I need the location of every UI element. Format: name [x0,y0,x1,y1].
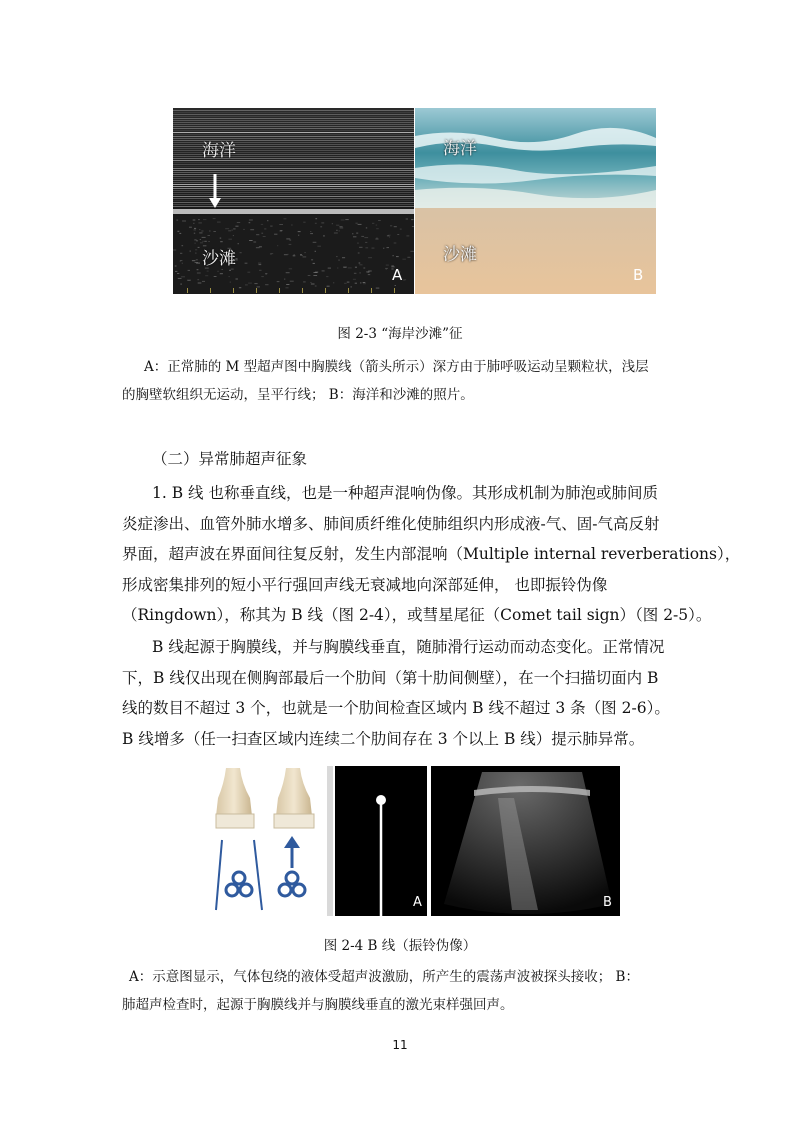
ocean-beach-photo [415,108,656,294]
paragraph-line: 1. B 线 也称垂直线，也是一种超声混响伪像。其形成机制为肺泡或肺间质 [152,484,658,502]
paragraph-line: B 线增多（任一扫查区域内连续二个肋间存在 3 个以上 B 线）提示肺异常。 [122,729,645,748]
panel-letter-b: B [603,895,612,910]
ocean-label-b: 海洋 [443,139,477,159]
figure-2-3-description-line-1: A：正常肺的 M 型超声图中胸膜线（箭头所示）深方由于肺呼吸运动呈颗粒状，浅层 [144,359,649,375]
paragraph-line: 线的数目不超过 3 个，也就是一个肋间检查区域内 B 线不超过 3 条（图 2-6）。 [122,699,670,717]
figure-2-3-caption: 图 2-3 “海岸沙滩”征 [337,326,463,342]
section-heading: （二）异常肺超声征象 [152,450,308,468]
figure-2-4-description-line-1: A：示意图显示，气体包绕的液体受超声波激励，所产生的震荡声波被探头接收； B： [129,969,639,985]
paragraph-line: 下，B 线仅出现在侧胸部最后一个肋间（第十肋间侧壁），在一个扫描切面内 B [122,668,659,687]
figure-2-3 [173,108,656,294]
paragraph-line: 界面，超声波在界面间往复反射，发生内部混响（Multiple internal reverberations）， [122,545,741,563]
figure-2-3-description-line-2: 的胸壁软组织无运动，呈平行线； B：海洋和沙滩的照片。 [122,387,474,403]
page-number: 11 [392,1038,408,1052]
panel-letter-b: B [633,266,644,284]
panel-letter-a: A [392,266,403,284]
beach-label-a: 沙滩 [202,249,236,269]
figure-2-4-description-line-2: 肺超声检查时，起源于胸膜线并与胸膜线垂直的激光束样强回声。 [122,997,514,1013]
paragraph-b-line-origin [122,632,682,754]
panel-letter-a: A [413,895,422,910]
paragraph-line: 炎症渗出、血管外肺水增多、肺间质纤维化使肺组织内形成液-气、固-气高反射 [122,514,660,533]
ocean-label-a: 海洋 [202,141,236,161]
paragraph-line: 形成密集排列的短小平行强回声线无衰减地向深部延伸， 也即振铃伪像 [122,575,608,594]
figure-2-4-caption: 图 2-4 B 线（振铃伪像） [323,938,477,954]
beach-label-b: 沙滩 [443,245,477,265]
paragraph-line: （Ringdown），称其为 B 线（图 2-4），或彗星尾征（Comet tail sign）（图 2-5）。 [122,606,712,624]
figure-2-4 [212,764,620,916]
b-line-illustration [212,764,620,916]
paragraph-b-line-definition [122,478,741,631]
paragraph-line: B 线起源于胸膜线，并与胸膜线垂直，随肺滑行运动而动态变化。正常情况 [152,638,665,656]
m-mode-ultrasound-image [173,108,414,294]
